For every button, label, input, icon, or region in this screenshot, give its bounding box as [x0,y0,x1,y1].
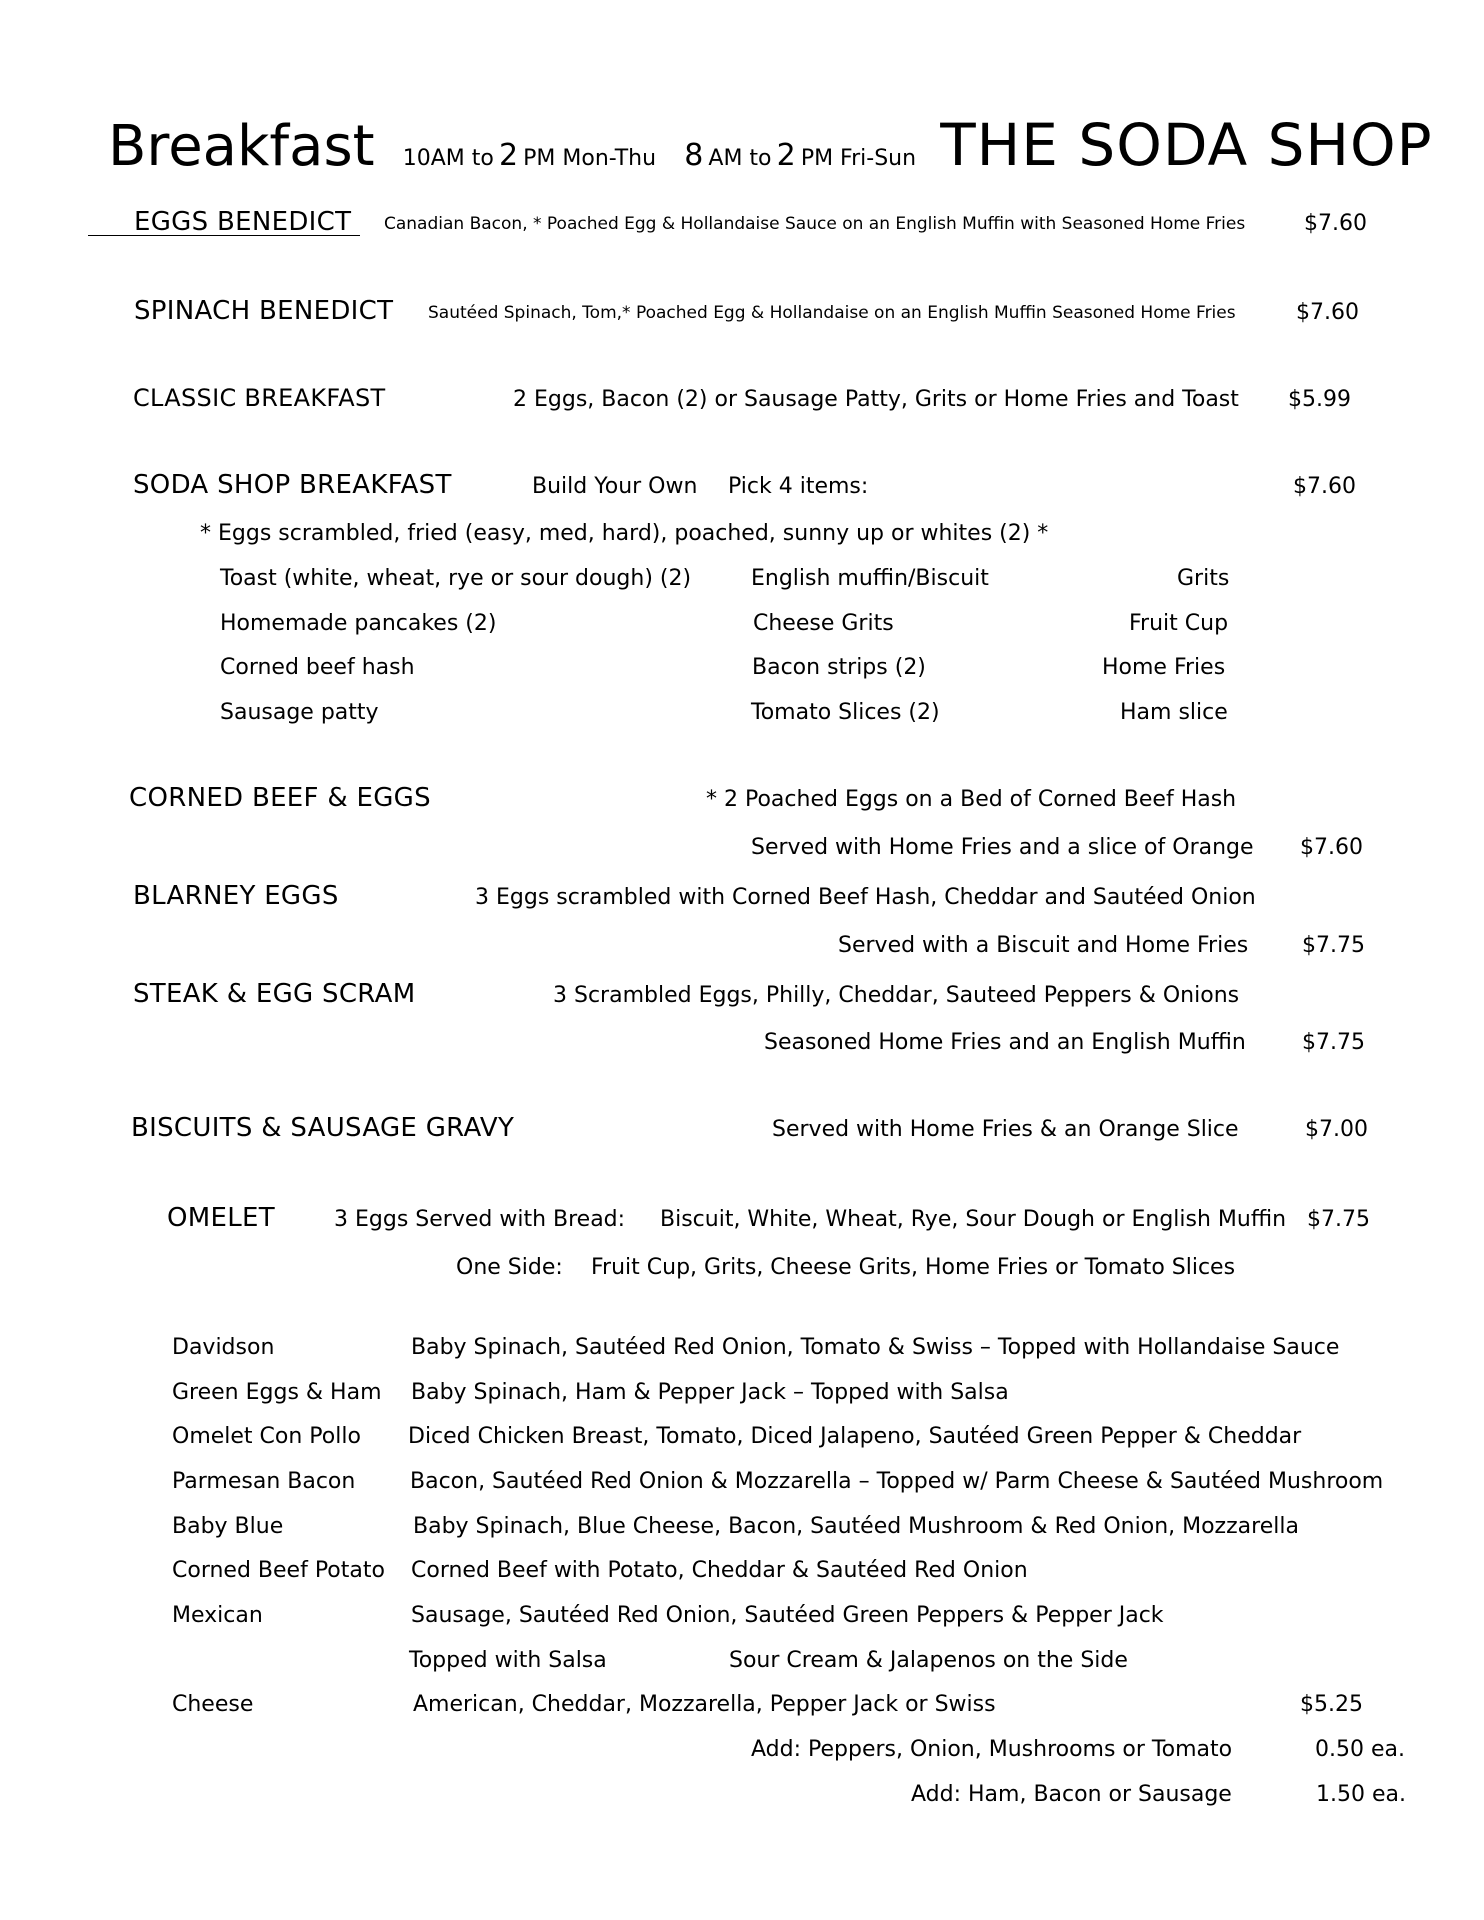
blarney-eggs-line1: 3 Eggs scrambled with Corned Beef Hash, Cheddar and Sautéed Onion [475,885,1256,910]
cheese-omelet-price: $5.25 [1300,1692,1363,1717]
corned-beef-eggs-price: $7.60 [1300,835,1363,860]
list-item: Toast (white, wheat, rye or sour dough) (2) [220,566,692,591]
menu-header [108,111,1433,179]
omelet-name: Davidson [172,1335,275,1360]
weekend-hours-end-num: 2 [776,138,796,173]
blarney-eggs-price: $7.75 [1302,933,1365,958]
biscuits-gravy-title: BISCUITS & SAUSAGE GRAVY [131,1113,515,1143]
omelet-desc: Bacon, Sautéed Red Onion & Mozzarella – Topped w/ Parm Cheese & Sautéed Mushroom [410,1469,1384,1494]
weekend-hours-start-num: 8 [684,138,704,173]
omelet-title: OMELET [167,1203,275,1233]
omelet-desc: Corned Beef with Potato, Cheddar & Sautéed Red Onion [411,1558,1028,1583]
add-veg-price: 0.50 ea. [1315,1737,1405,1762]
add-meat-price: 1.50 ea. [1316,1782,1406,1807]
corned-beef-eggs-title: CORNED BEEF & EGGS [129,783,431,813]
list-item: Grits [1177,566,1230,591]
weekday-hours-start: 10AM to [402,146,494,171]
omelet-name: Green Eggs & Ham [172,1380,382,1405]
omelet-desc: Sausage, Sautéed Red Onion, Sautéed Green Peppers & Pepper Jack [411,1603,1164,1628]
corned-beef-eggs-line1: * 2 Poached Eggs on a Bed of Corned Beef Hash [706,787,1237,812]
list-item: Fruit Cup [1129,611,1229,636]
corned-beef-eggs-line2: Served with Home Fries and a slice of Orange [751,835,1254,860]
steak-egg-scram-line1: 3 Scrambled Eggs, Philly, Cheddar, Sauteed Peppers & Onions [553,983,1240,1008]
omelet-desc: Baby Spinach, Ham & Pepper Jack – Topped with Salsa [411,1380,1009,1405]
omelet-side-options: Fruit Cup, Grits, Cheese Grits, Home Fries or Tomato Slices [591,1255,1236,1280]
eggs-benedict-title: EGGS BENEDICT [134,207,352,237]
list-item: Home Fries [1102,655,1226,680]
list-item: Corned beef hash [220,655,415,680]
spinach-benedict-title: SPINACH BENEDICT [134,296,394,326]
steak-egg-scram-line2: Seasoned Home Fries and an English Muffin [764,1030,1246,1055]
steak-egg-scram-price: $7.75 [1302,1030,1365,1055]
omelet-name: Parmesan Bacon [172,1469,356,1494]
eggs-benedict-desc: Canadian Bacon, * Poached Egg & Hollandaise Sauce on an English Muffin with Seasoned Home Fries [384,214,1246,234]
classic-breakfast-price: $5.99 [1288,387,1351,412]
omelet-name: Mexican [172,1603,263,1628]
spinach-benedict-price: $7.60 [1296,300,1359,325]
classic-breakfast-desc: 2 Eggs, Bacon (2) or Sausage Patty, Grits or Home Fries and Toast [513,387,1239,412]
weekday-hours-end-num: 2 [498,138,519,173]
add-meat-label: Add: Ham, Bacon or Sausage [911,1782,1232,1807]
list-item: Ham slice [1120,700,1228,725]
blarney-eggs-title: BLARNEY EGGS [133,881,339,911]
omelet-bread-options: Biscuit, White, Wheat, Rye, Sour Dough or English Muffin [660,1207,1287,1232]
weekend-hours-start: AM to [708,146,772,171]
list-item: Bacon strips (2) [752,655,926,680]
eggs-options-line: * Eggs scrambled, fried (easy, med, hard), poached, sunny up or whites (2) * [200,521,1049,546]
classic-breakfast-title: CLASSIC BREAKFAST [133,384,386,412]
list-item: Sausage patty [220,700,379,725]
eggs-benedict-price: $7.60 [1304,211,1367,236]
biscuits-gravy-desc: Served with Home Fries & an Orange Slice [772,1117,1239,1142]
omelet-desc: Diced Chicken Breast, Tomato, Diced Jalapeno, Sautéed Green Pepper & Cheddar [408,1424,1302,1449]
blarney-eggs-line2: Served with a Biscuit and Home Fries [838,933,1249,958]
soda-shop-breakfast-price: $7.60 [1293,474,1356,499]
omelet-side-label: One Side: [456,1255,563,1280]
cheese-omelet-desc: American, Cheddar, Mozzarella, Pepper Jack or Swiss [413,1692,996,1717]
biscuits-gravy-price: $7.00 [1305,1117,1368,1142]
omelet-desc: Baby Spinach, Sautéed Red Onion, Tomato & Swiss – Topped with Hollandaise Sauce [411,1335,1340,1360]
omelet-bread-label: 3 Eggs Served with Bread: [334,1207,626,1232]
spinach-benedict-desc: Sautéed Spinach, Tom,* Poached Egg & Hollandaise on an English Muffin Seasoned Home Fries [428,303,1236,323]
weekday-hours-end: PM Mon-Thu [523,146,657,171]
menu-title: Breakfast [108,114,375,179]
list-item: English muffin/Biscuit [751,566,989,591]
list-item: Tomato Slices (2) [751,700,940,725]
list-item: Cheese Grits [753,611,894,636]
omelet-name: Baby Blue [172,1514,284,1539]
mexican-topped-note: Topped with Salsa [409,1648,607,1673]
steak-egg-scram-title: STEAK & EGG SCRAM [133,979,416,1009]
omelet-desc: Baby Spinach, Blue Cheese, Bacon, Sautéed Mushroom & Red Onion, Mozzarella [413,1514,1299,1539]
omelet-price: $7.75 [1307,1207,1370,1232]
shop-name: THE SODA SHOP [940,111,1433,179]
omelet-name: Omelet Con Pollo [172,1424,361,1449]
weekend-hours-end: PM Fri-Sun [800,146,917,171]
soda-shop-breakfast-title: SODA SHOP BREAKFAST [133,470,452,500]
eggs-benedict-underline [88,235,360,236]
add-veg-label: Add: Peppers, Onion, Mushrooms or Tomato [751,1737,1233,1762]
pick-items-label: Pick 4 items: [728,474,869,499]
list-item: Homemade pancakes (2) [220,611,497,636]
omelet-name: Corned Beef Potato [172,1558,385,1583]
build-your-own-label: Build Your Own [532,474,698,499]
mexican-side-note: Sour Cream & Jalapenos on the Side [729,1648,1128,1673]
cheese-omelet-name: Cheese [172,1692,254,1717]
